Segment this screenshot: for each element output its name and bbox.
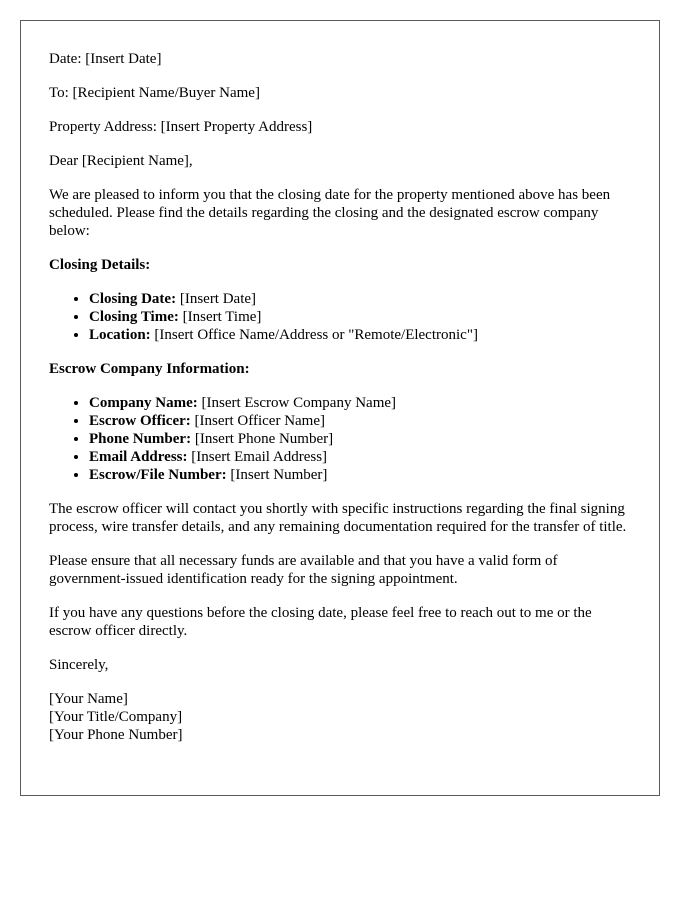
email-address-value: [Insert Email Address]	[187, 449, 328, 465]
location-label: Location:	[89, 327, 151, 343]
sign-off: Sincerely,	[49, 657, 109, 673]
company-name-value: [Insert Escrow Company Name]	[197, 395, 397, 411]
file-number-value: [Insert Number]	[226, 467, 328, 483]
funds-paragraph: Please ensure that all necessary funds are available and that you have a valid form of government-issued identification ready for the signing appointment.	[49, 553, 558, 587]
recipient-line: To: [Recipient Name/Buyer Name]	[49, 85, 260, 101]
signer-name: [Your Name]	[49, 691, 128, 707]
list-item-email-address	[89, 448, 631, 466]
instructions-paragraph: The escrow officer will contact you shortly with specific instructions regarding the final signing process, wire transfer details, and any remaining documentation required for the transfer of title.	[49, 501, 627, 535]
letter-document	[20, 20, 660, 796]
email-address-label: Email Address:	[89, 449, 188, 465]
signer-phone: [Your Phone Number]	[49, 727, 183, 743]
escrow-officer-value: [Insert Officer Name]	[190, 413, 326, 429]
escrow-info-list	[49, 394, 631, 484]
signature-block	[49, 690, 631, 744]
signer-title: [Your Title/Company]	[49, 709, 183, 725]
location-value: [Insert Office Name/Address or "Remote/Electronic"]	[150, 327, 478, 343]
file-number-label: Escrow/File Number:	[89, 467, 227, 483]
phone-number-value: [Insert Phone Number]	[191, 431, 334, 447]
closing-details-heading: Closing Details:	[49, 257, 151, 273]
closing-time-value: [Insert Time]	[178, 309, 262, 325]
date-line: Date: [Insert Date]	[49, 51, 162, 67]
list-item-file-number	[89, 466, 631, 484]
salutation: Dear [Recipient Name],	[49, 153, 193, 169]
list-item-phone-number	[89, 430, 631, 448]
phone-number-label: Phone Number:	[89, 431, 192, 447]
property-address-line: Property Address: [Insert Property Address]	[49, 119, 313, 135]
closing-details-list	[49, 290, 631, 344]
questions-paragraph: If you have any questions before the closing date, please feel free to reach out to me or the escrow officer directly.	[49, 605, 592, 639]
list-item-closing-date	[89, 290, 631, 308]
closing-date-value: [Insert Date]	[176, 291, 257, 307]
list-item-closing-time	[89, 308, 631, 326]
closing-date-label: Closing Date:	[89, 291, 177, 307]
list-item-location	[89, 326, 631, 344]
escrow-officer-label: Escrow Officer:	[89, 413, 191, 429]
closing-time-label: Closing Time:	[89, 309, 179, 325]
escrow-info-heading: Escrow Company Information:	[49, 361, 250, 377]
list-item-company-name	[89, 394, 631, 412]
intro-paragraph: We are pleased to inform you that the closing date for the property mentioned above has been scheduled. Please find the details regarding the closing and the designated escrow company below:	[49, 187, 611, 239]
list-item-escrow-officer	[89, 412, 631, 430]
company-name-label: Company Name:	[89, 395, 198, 411]
